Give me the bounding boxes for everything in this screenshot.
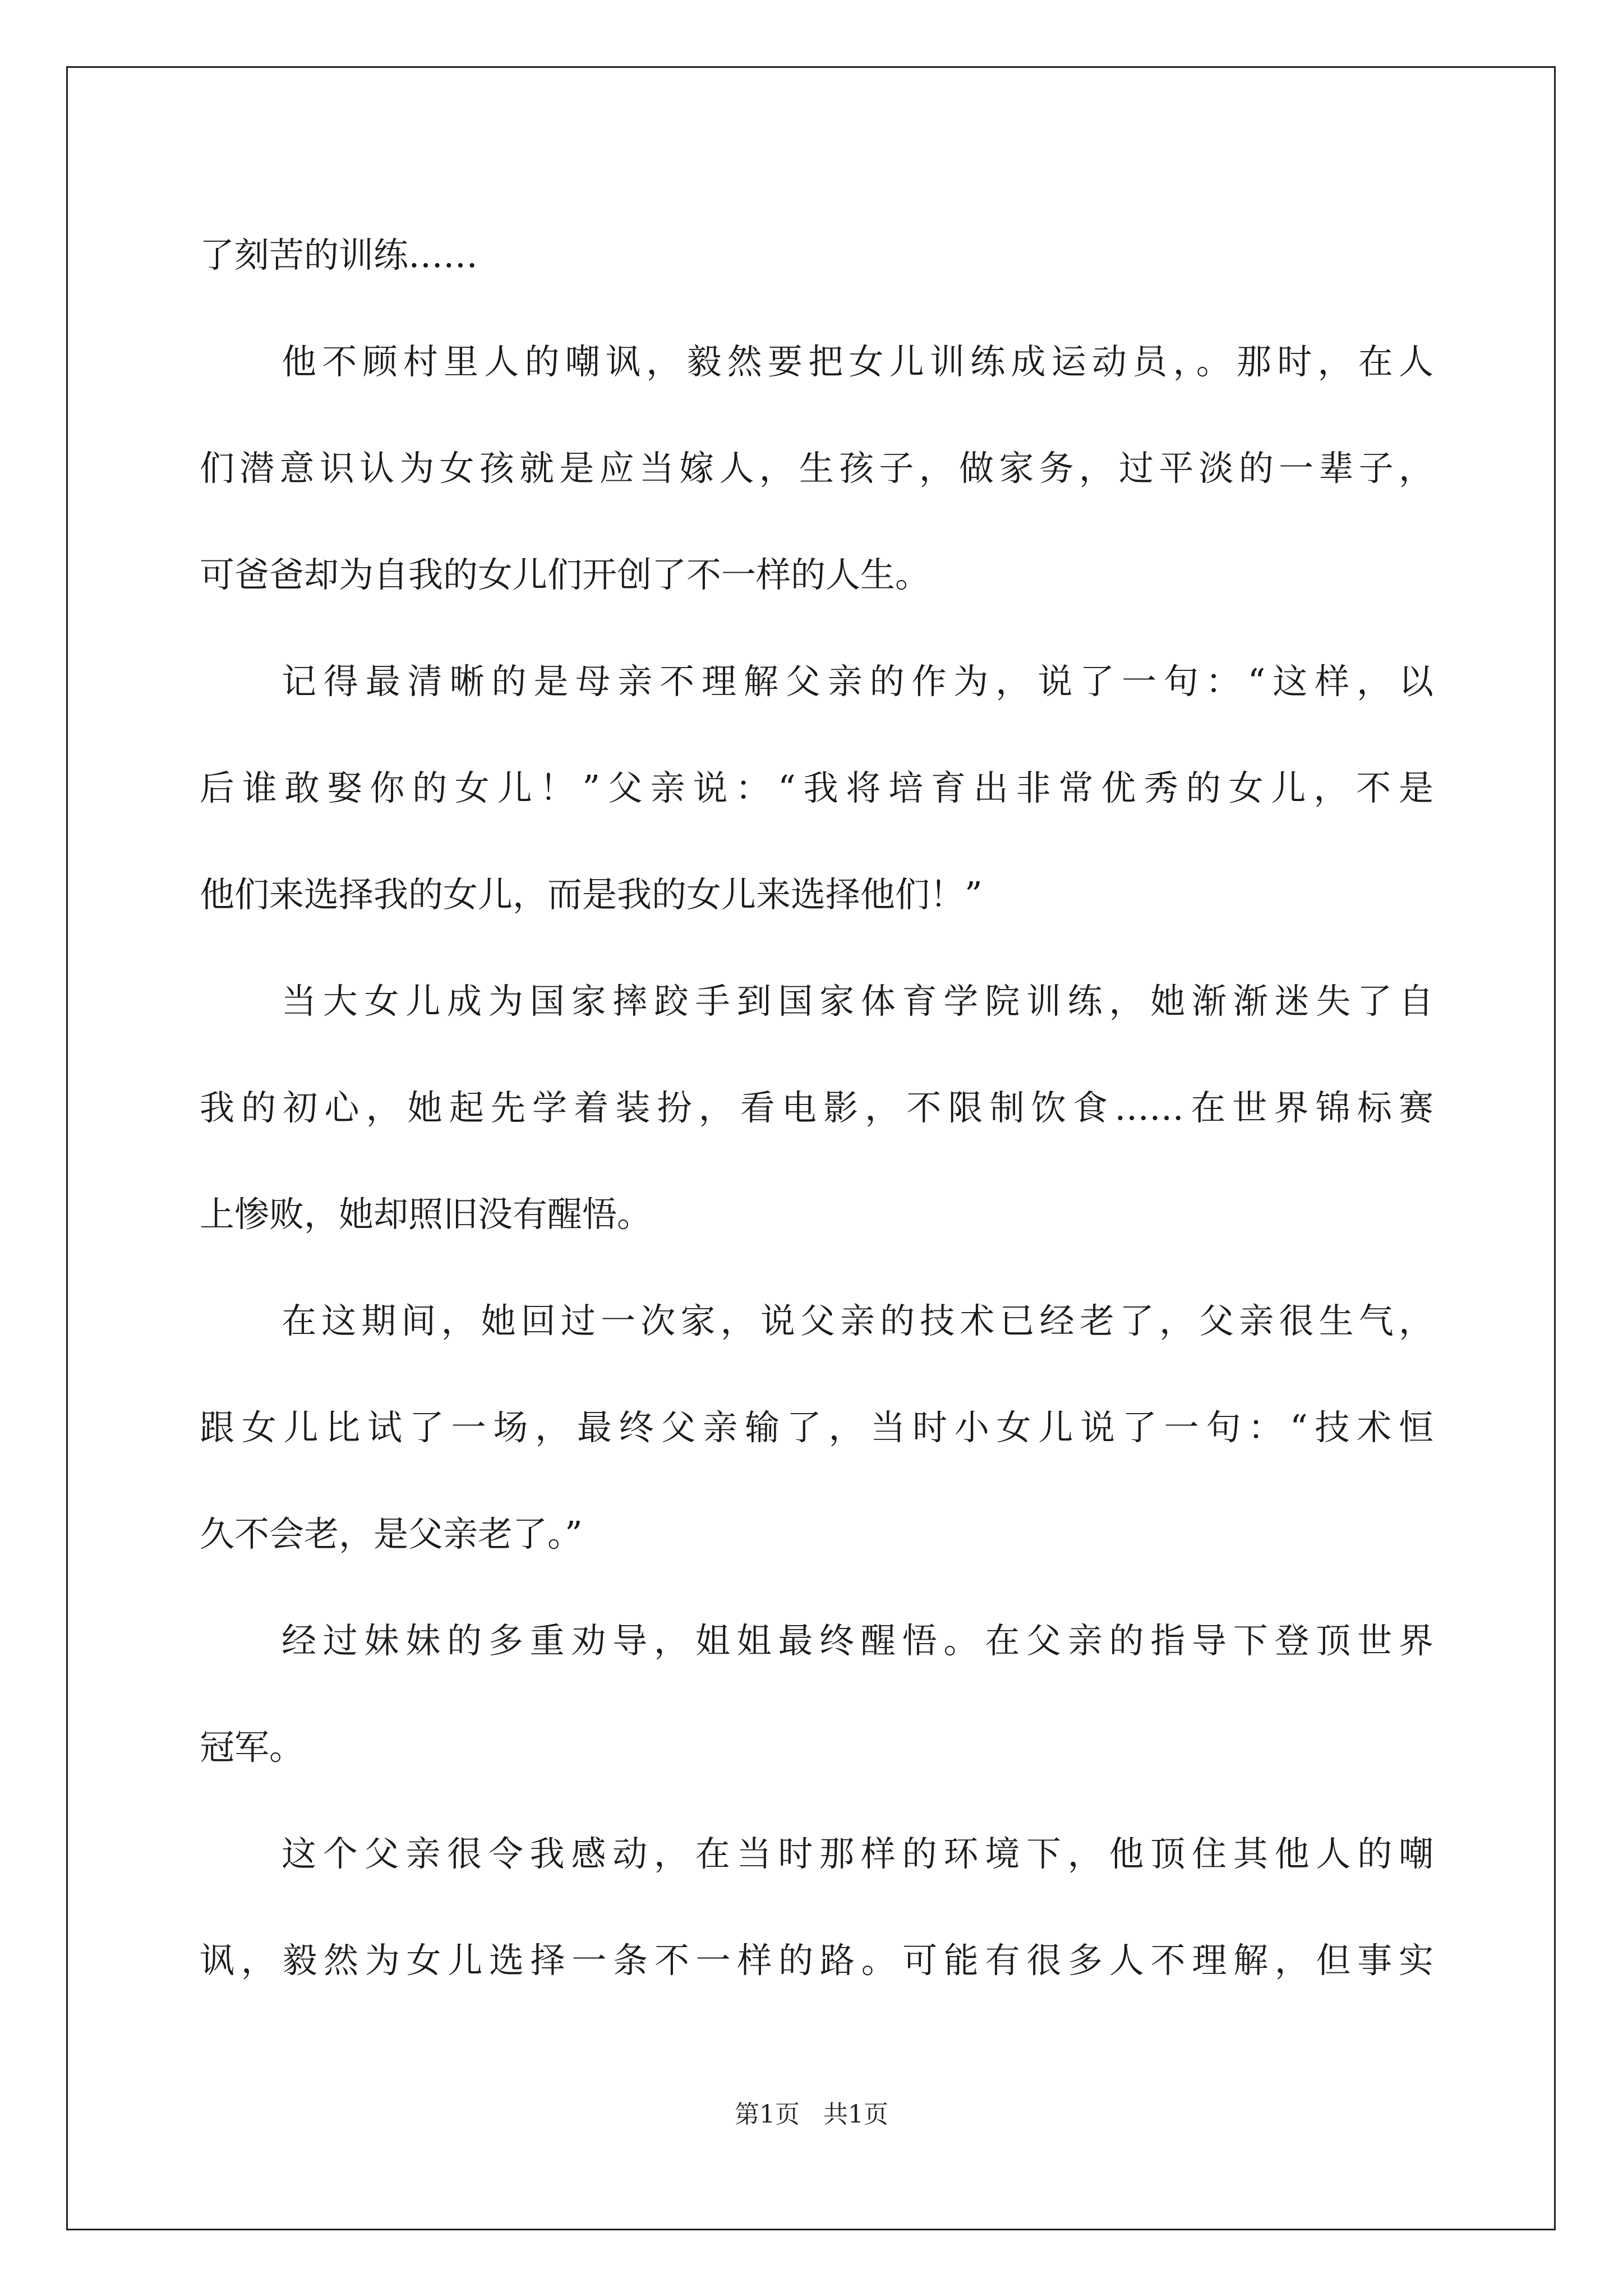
text-line: 们潜意识认为女孩就是应当嫁人，生孩子，做家务，过平淡的一辈子， (200, 448, 1433, 489)
text-line: 当大女儿成为国家摔跤手到国家体育学院训练，她渐渐迷失了自 (282, 981, 1433, 1022)
text-line: 了刻苦的训练…… (200, 234, 478, 275)
text-line: 久不会老，是父亲老了。” (200, 1513, 583, 1554)
text-line: 经过妹妹的多重劝导，姐姐最终醒悟。在父亲的指导下登顶世界 (282, 1620, 1433, 1661)
page-number-total: 共1页 (823, 2100, 888, 2129)
text-line: 跟女儿比试了一场，最终父亲输了，当时小女儿说了一句：“技术恒 (200, 1407, 1433, 1448)
text-line: 我的初心，她起先学着装扮，看电影，不限制饮食……在世界锦标赛 (200, 1087, 1433, 1128)
page-number-current: 第1页 (735, 2100, 800, 2129)
text-line: 他们来选择我的女儿，而是我的女儿来选择他们！” (200, 874, 983, 915)
text-line: 后谁敢娶你的女儿！”父亲说：“我将培育出非常优秀的女儿，不是 (200, 767, 1433, 808)
text-line: 这个父亲很令我感动，在当时那样的环境下，他顶住其他人的嘲 (282, 1833, 1433, 1874)
text-line: 他不顾村里人的嘲讽，毅然要把女儿训练成运动员，。那时，在人 (282, 341, 1433, 382)
page-footer (0, 2098, 1623, 2132)
text-line: 可爸爸却为自我的女儿们开创了不一样的人生。 (200, 554, 930, 595)
text-line: 讽，毅然为女儿选择一条不一样的路。可能有很多人不理解，但事实 (200, 1940, 1433, 1981)
text-line: 记得最清晰的是母亲不理解父亲的作为，说了一句：“这样，以 (282, 661, 1433, 702)
text-line: 上惨败，她却照旧没有醒悟。 (200, 1194, 652, 1235)
text-line: 冠军。 (200, 1727, 305, 1768)
document-body (200, 213, 1433, 2025)
text-line: 在这期间，她回过一次家，说父亲的技术已经老了，父亲很生气， (282, 1300, 1433, 1341)
